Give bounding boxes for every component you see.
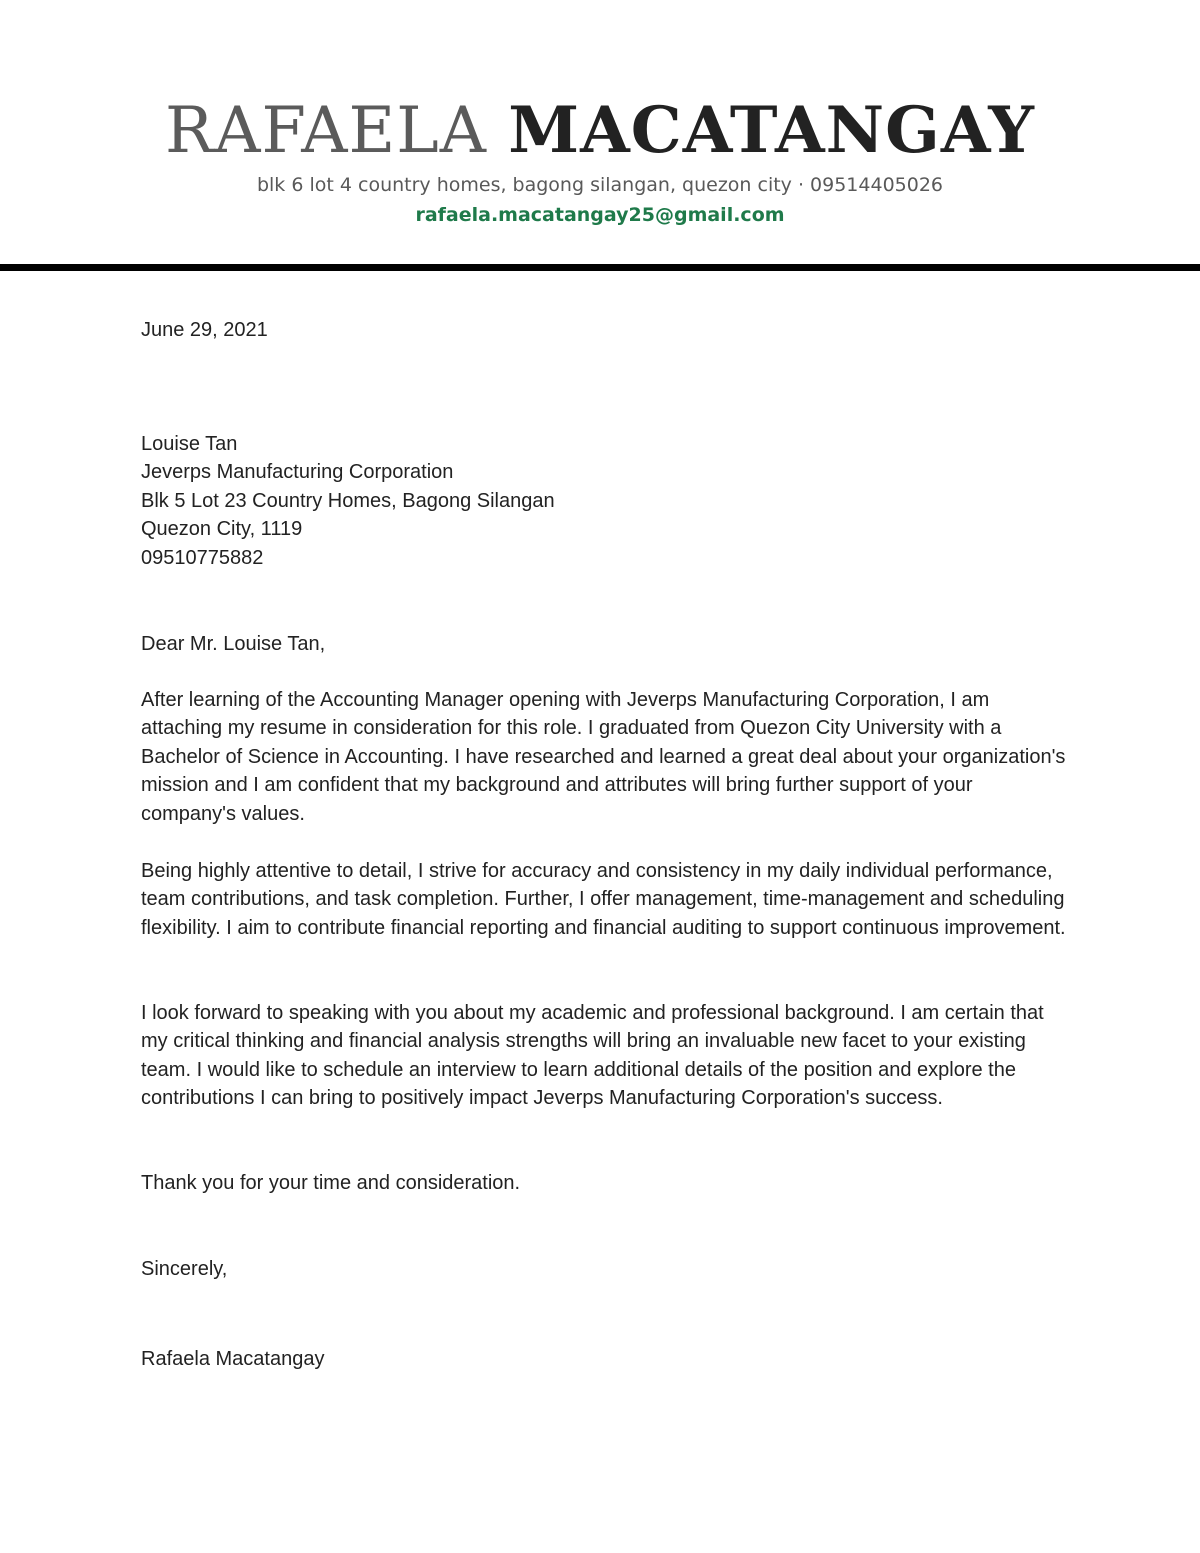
last-name: MACATANGAY (508, 93, 1035, 168)
salutation-text: Dear Mr. Louise Tan, (141, 633, 326, 655)
recipient-name: Louise Tan (141, 433, 238, 455)
body-paragraph-2 (141, 857, 1071, 942)
recipient-company: Jeverps Manufacturing Corporation (141, 461, 454, 484)
recipient-block (141, 430, 1071, 572)
letter-date (141, 316, 1071, 344)
paragraph-text: I look forward to speaking with you about my academic and professional background. I am certain that my critical thinking and financial analysis strengths will bring an invaluable new facet to your existing team. I would like to schedule an interview to learn additional details of the position and explore the contributions I can bring to positively impact Jeverps Manufacturing Corporation's success. (141, 1002, 1044, 1110)
applicant-name (0, 92, 1200, 170)
recipient-phone: 09510775882 (141, 546, 264, 569)
paragraph-text: Being highly attentive to detail, I strive for accuracy and consistency in my daily individual performance, team contributions, and task completion. Further, I offer management, time-management and scheduling flexibility. I aim to contribute financial reporting and financial auditing to support continuous improvement. (141, 860, 1066, 939)
recipient-address: Blk 5 Lot 23 Country Homes, Bagong Silangan (141, 489, 555, 512)
date-text: June 29, 2021 (141, 319, 268, 341)
body-paragraph-3 (141, 999, 1071, 1113)
signature (141, 1345, 1071, 1373)
closing-text: Thank you for your time and consideration. (141, 1172, 521, 1194)
signoff-text: Sincerely, (141, 1258, 228, 1280)
signoff (141, 1255, 1071, 1283)
closing-line (141, 1169, 1071, 1197)
contact-address-phone: blk 6 lot 4 country homes, bagong silangan, quezon city · 09514405026 (256, 174, 944, 196)
paragraph-text: After learning of the Accounting Manager opening with Jeverps Manufacturing Corporation, I am attaching my resume in consideration for this role. I graduated from Quezon City University with a Bachelor of Science in Accounting. I have researched and learned a great deal about your organization's mission and I am confident that my background and attributes will bring further support of your company's values. (141, 689, 1066, 825)
first-name: RAFAELA (165, 94, 487, 168)
contact-email[interactable]: rafaela.macatangay25@gmail.com (415, 204, 785, 226)
recipient-city-zip: Quezon City, 1119 (141, 518, 303, 541)
header-divider (0, 264, 1200, 271)
salutation (141, 630, 1071, 658)
signature-name: Rafaela Macatangay (141, 1348, 325, 1370)
body-paragraph-1 (141, 686, 1071, 828)
